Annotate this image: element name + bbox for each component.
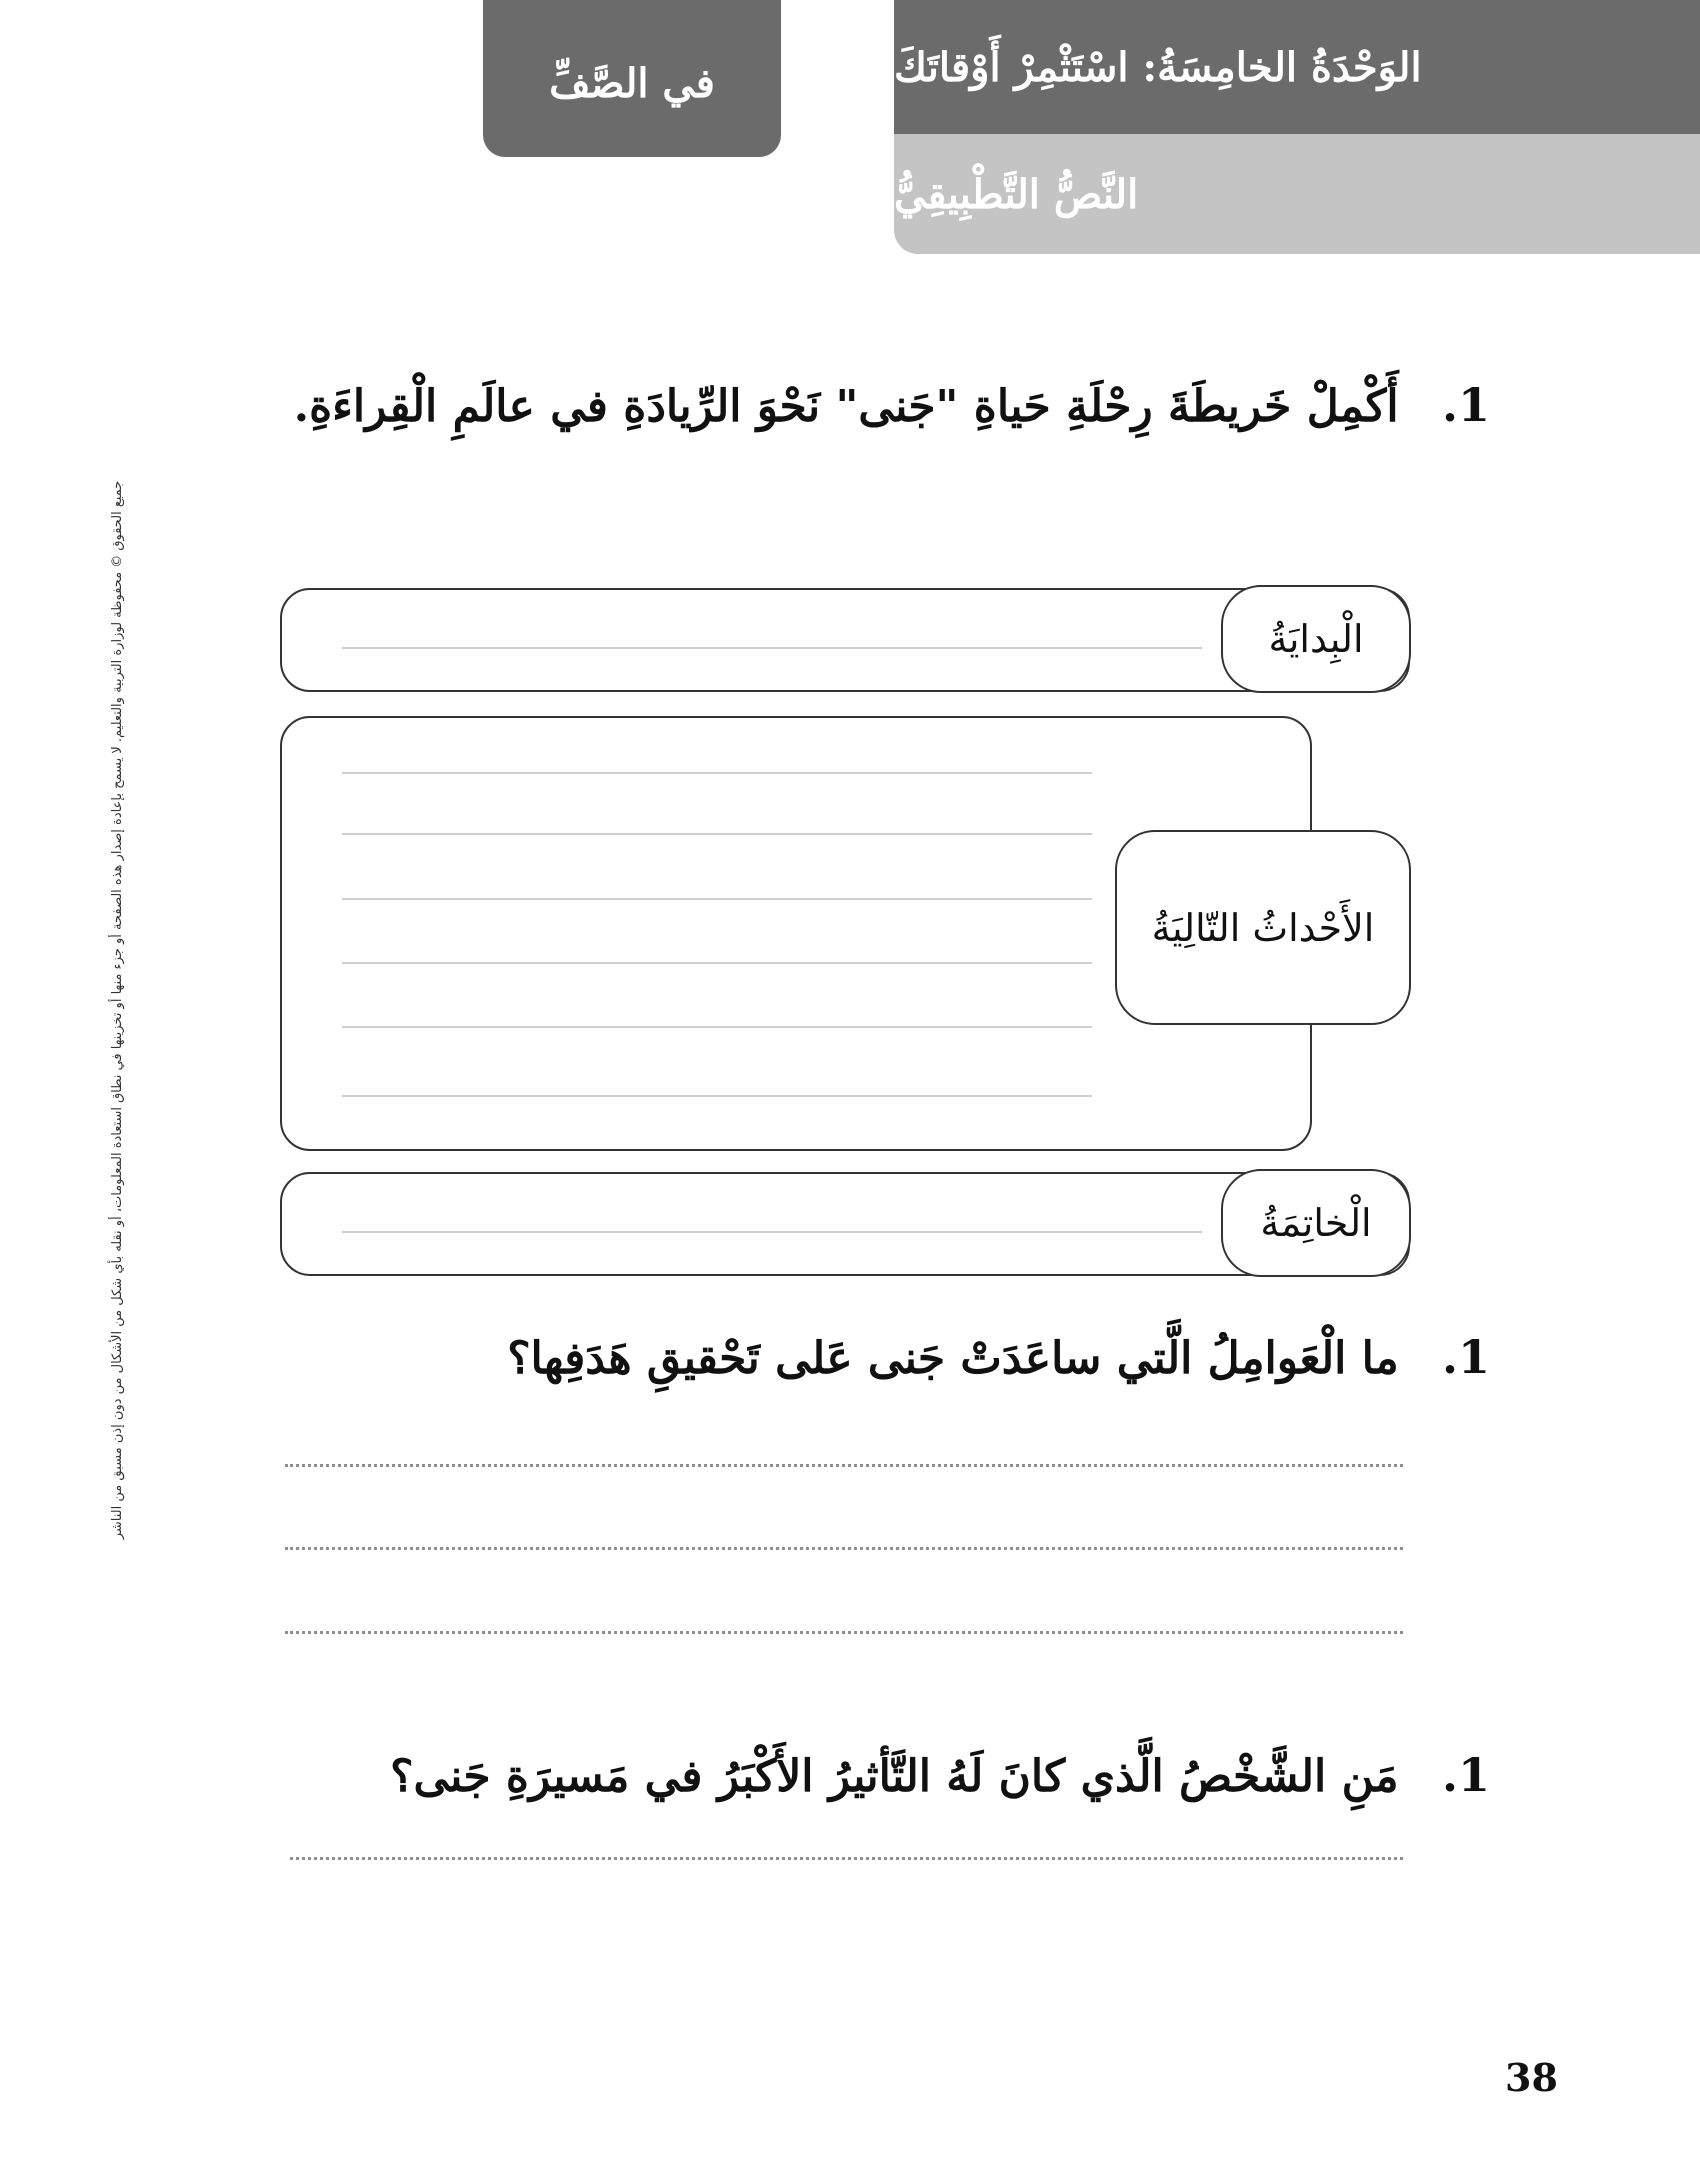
- question-2-text: ما الْعَوامِلُ الَّتي ساعَدَتْ جَنى عَلى تَحْقيقِ هَدَفِها؟: [507, 1333, 1399, 1384]
- events-label: الأَحْداثُ التّالِيَةُ: [1151, 905, 1375, 950]
- question-1-number: 1.: [1441, 378, 1490, 432]
- ending-label-box: [1221, 1169, 1411, 1277]
- beginning-label: الْبِدايَةُ: [1268, 617, 1364, 661]
- question-1: [294, 378, 1490, 432]
- answer-dotted-line[interactable]: [285, 1631, 1403, 1634]
- unit-title-bar: [894, 0, 1700, 134]
- beginning-answer-line[interactable]: [342, 647, 1202, 649]
- events-answer-line[interactable]: [342, 898, 1092, 900]
- question-3: [390, 1748, 1490, 1802]
- class-tab-label: في الصَّفِّ: [549, 60, 715, 107]
- events-answer-line[interactable]: [342, 833, 1092, 835]
- question-3-number: 1.: [1441, 1748, 1490, 1802]
- beginning-label-box: [1221, 585, 1411, 693]
- page-number: 38: [1505, 2055, 1558, 2100]
- events-answer-line[interactable]: [342, 962, 1092, 964]
- question-2: [507, 1330, 1490, 1384]
- question-3-text: مَنِ الشَّخْصُ الَّذي كانَ لَهُ التَّأثيرُ الأَكْبَرُ في مَسيرَةِ جَنى؟: [390, 1751, 1399, 1802]
- events-answer-line[interactable]: [342, 772, 1092, 774]
- question-1-text: أَكْمِلْ خَريطَةَ رِحْلَةِ حَياةِ "جَنى" نَحْوَ الرِّيادَةِ في عالَمِ الْقِراءَةِ.: [293, 381, 1399, 432]
- answer-dotted-line[interactable]: [285, 1464, 1403, 1467]
- section-title-bar: [894, 134, 1700, 254]
- unit-title: الوَحْدَةُ الخامِسَةُ: اسْتَثْمِرْ أَوْقاتَكَ: [894, 43, 1422, 91]
- answer-dotted-line[interactable]: [285, 1547, 1403, 1550]
- ending-answer-line[interactable]: [342, 1231, 1202, 1233]
- events-answer-line[interactable]: [342, 1026, 1092, 1028]
- ending-label: الْخاتِمَةُ: [1260, 1201, 1372, 1245]
- events-answer-line[interactable]: [342, 1095, 1092, 1097]
- class-tab: [483, 0, 781, 157]
- events-label-box: [1115, 830, 1411, 1025]
- answer-dotted-line[interactable]: [290, 1857, 1403, 1860]
- question-2-number: 1.: [1441, 1330, 1490, 1384]
- section-title: النَّصُّ التَّطْبِيقِيُّ: [894, 170, 1139, 218]
- copyright-note: جميع الحقوق © محفوظة لوزارة التربية والتعليم. لا يسمح بإعادة إصدار هذه الصفحة أو جزء منها أو تخزينها في نطاق استعادة المعلومات، أو نقله بأي شكل من الأشكال من دون إذن مسبق من الناشر: [110, 480, 125, 1540]
